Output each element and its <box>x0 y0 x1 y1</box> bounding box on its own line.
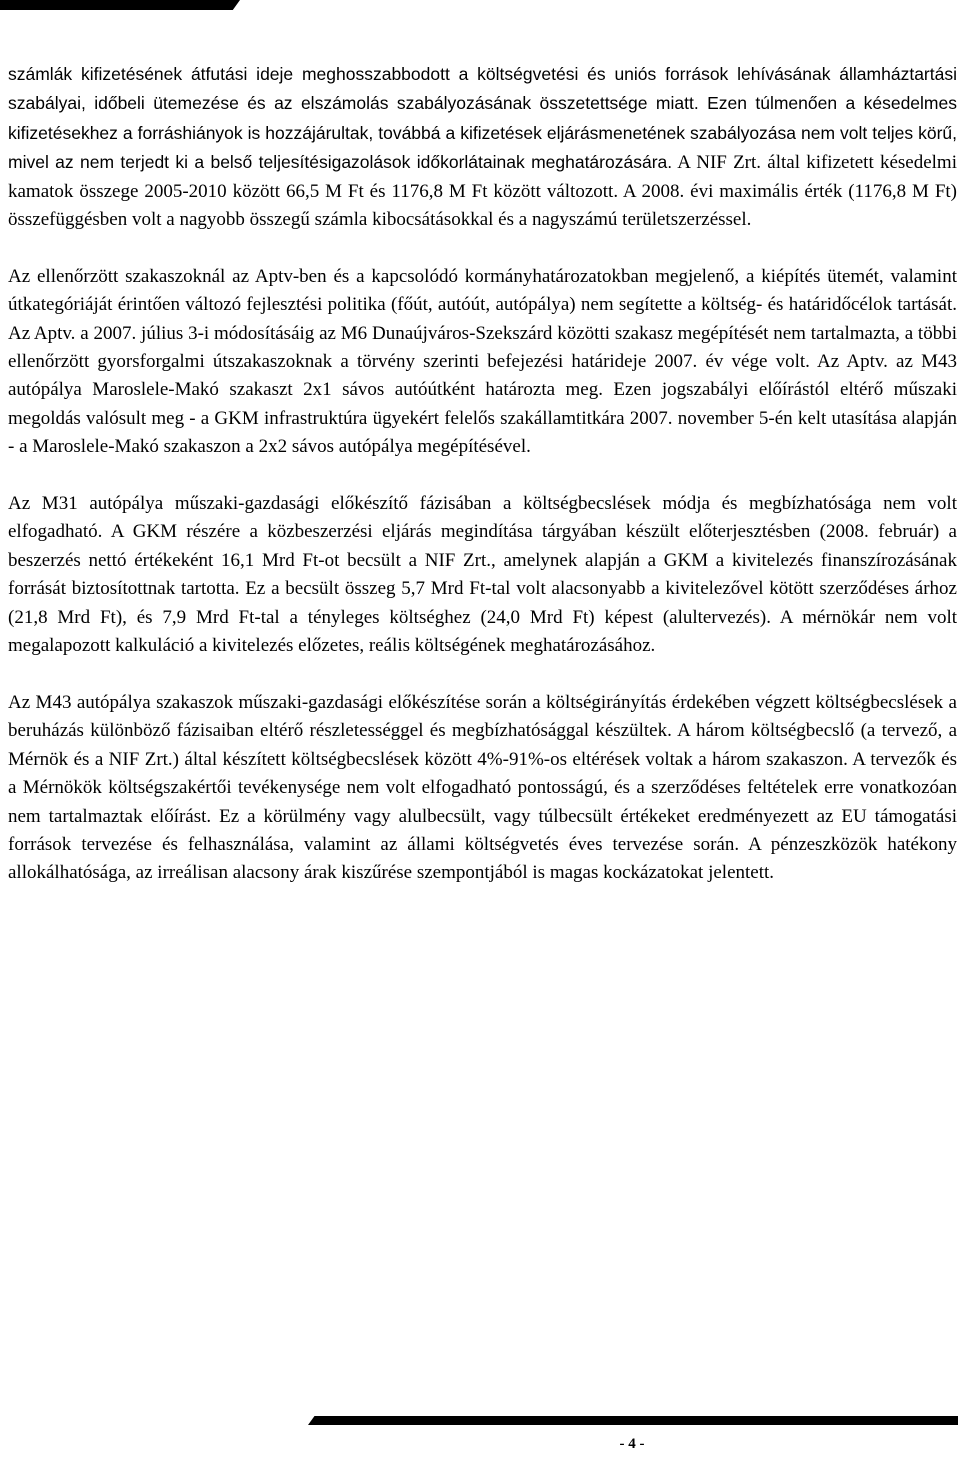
paragraph-2: Az ellenőrzött szakaszoknál az Aptv-ben és a kapcsolódó kormányhatározatokban megjelenő, a kiépítés ütemét, valamint útkategóriáját érintően változó fejlesztési politika (főút, autóút, autópálya) nem segítette a költség- és határidőcélok tartását. Az Aptv. a 2007. július 3-i módosításáig az M6 Dunaújváros-Szekszárd közötti szakasz megépítését nem tartalmazta, a többi ellenőrzött gyorsforgalmi útszakaszoknak a törvény szerinti befejezési határideje 2007. év vége volt. Az Aptv. az M43 autópálya Maroslele-Makó szakaszt 2x1 sávos autóútként határozta meg. Ezen jogszabályi előírástól eltérő műszaki megoldás valósult meg - a GKM infrastruktúra ügyekért felelős szakállamtitkára 2007. november 5-én kelt utasítása alapján - a Maroslele-Makó szakaszon a 2x2 sávos autópálya megépítésével. <box>8 265 957 458</box>
paragraph-4: Az M43 autópálya szakaszok műszaki-gazdasági előkészítése során a költségirányítás érdekében végzett költségbecslések a beruházás különböző fázisaiban eltérő részletességgel és megbízhatósággal készültek. A három költségbecslő (a tervező, a Mérnök és a NIF Zrt.) által készített költségbecslések között 4%-91%-os eltérések voltak a három szakaszon. A tervezők és a Mérnökök költségszakértői tevékenysége nem volt elfogadható pontosságú, és a szerződéses feltételek erre vonatkozóan nem tartalmaztak előírást. Ez a körülmény vagy alulbecsült, vagy túlbecsült értékeket eredményezett az EU támogatási források tervezése és felhasználása, valamint az állami költségvetés éves tervezése során. A pénzeszközök hatékony allokálhatósága, az irreálisan alacsony árak kiszűrése szempontjából is magas kockázatokat jelentett. <box>8 691 957 884</box>
paragraph-1 <box>8 60 957 234</box>
paragraph-1-sans-text: számlák kifizetésének átfutási ideje meghosszabbodott a költségvetési és uniós források lehívásának államháztartási szabályai, időbeli ütemezése és az elszámolás szabályozásának összetettsége miatt. Ezen túlmenően a késedelmes kifizetésekhez a forráshiányok is hozzájárultak, továbbá a kifizetések eljárásmenetének szabályozása nem volt teljes körű, mivel az nem terjedt ki a belső teljesítésigazolások időkorlátainak meghatározására. <box>8 64 957 173</box>
header-rule <box>0 0 240 10</box>
document-body <box>8 60 957 916</box>
paragraph-3: Az M31 autópálya műszaki-gazdasági előkészítő fázisában a költségbecslések módja és megbízhatósága nem volt elfogadható. A GKM részére a közbeszerzési eljárás megindítása tárgyában készült előterjesztésben (2008. február) a beszerzés nettó értékeként 16,1 Mrd Ft-ot becsült a NIF Zrt., amelynek alapján a GKM a kivitelezés finanszírozásának forrását biztosítottnak tartotta. Ez a becsült összeg 5,7 Mrd Ft-tal volt alacsonyabb a kivitelezővel kötött szerződéses árhoz (21,8 Mrd Ft), és 7,9 Mrd Ft-tal a tényleges költséghez (24,0 Mrd Ft) képest (alultervezés). A mérnökár nem volt megalapozott kalkuláció a kivitelezés előzetes, reális költségének meghatározásához. <box>8 493 957 657</box>
paragraph-1-serif-text: A NIF Zrt. által kifizetett késedelmi kamatok összege 2005-2010 között 66,5 M Ft és 1176,8 M Ft között változott. A 2008. évi maximális érték (1176,8 M Ft) összefüggésben volt a nagyobb összegű számla kibocsátásokkal és a nagyszámú területszerzéssel. <box>8 152 957 231</box>
page-number: - 4 - <box>619 1436 645 1452</box>
footer-rule <box>308 1416 958 1425</box>
